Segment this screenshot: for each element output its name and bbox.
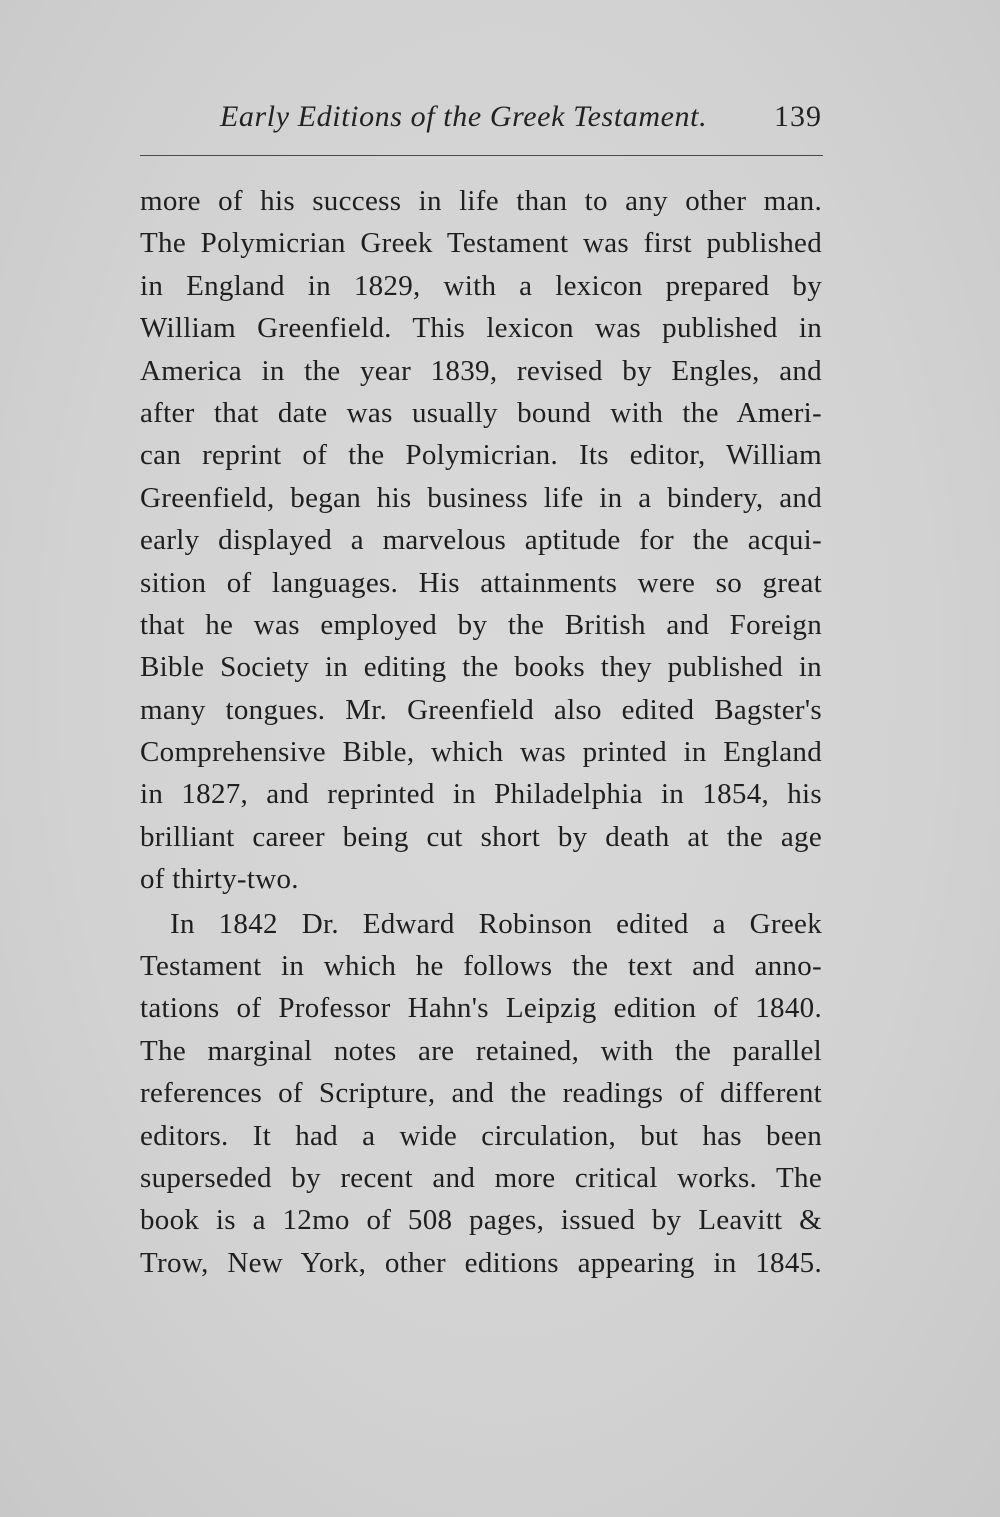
text-line: Greenfield, began his business life in a bindery, and — [140, 481, 822, 514]
header-rule — [140, 155, 823, 156]
text-line: Testament in which he follows the text and anno- — [140, 950, 822, 983]
text-line: The Polymicrian Greek Testament was first published — [140, 227, 822, 260]
running-title: Early Editions of the Greek Testament. — [220, 100, 708, 133]
text-line: book is a 12mo of 508 pages, issued by Leavitt & — [140, 1204, 822, 1237]
running-head — [140, 100, 822, 144]
text-line: can reprint of the Polymicrian. Its editor, William — [140, 439, 822, 472]
text-line: early displayed a marvelous aptitude for the acqui- — [140, 524, 822, 557]
text-line: The marginal notes are retained, with the parallel — [140, 1034, 822, 1067]
text-line: in 1827, and reprinted in Philadelphia in 1854, his — [140, 778, 822, 811]
text-line: In 1842 Dr. Edward Robinson edited a Greek — [170, 907, 822, 940]
paragraph-2 — [140, 903, 822, 1285]
text-line: America in the year 1839, revised by Engles, and — [140, 354, 822, 387]
text-line: brilliant career being cut short by death at the age — [140, 820, 822, 853]
page-number: 139 — [774, 100, 822, 133]
text-line: editors. It had a wide circulation, but has been — [140, 1119, 822, 1152]
text-line: Bible Society in editing the books they published in — [140, 651, 822, 684]
paragraph-1 — [140, 180, 822, 901]
text-line: references of Scripture, and the readings of different — [140, 1077, 822, 1110]
text-line: William Greenfield. This lexicon was published in — [140, 312, 822, 345]
text-line: sition of languages. His attainments were so great — [140, 566, 822, 599]
text-line: of thirty-two. — [140, 863, 299, 896]
text-line: in England in 1829, with a lexicon prepared by — [140, 269, 822, 302]
text-line: superseded by recent and more critical works. The — [140, 1161, 822, 1194]
text-line: after that date was usually bound with the Ameri- — [140, 396, 822, 429]
text-line: tations of Professor Hahn's Leipzig edition of 1840. — [140, 992, 822, 1025]
text-line: more of his success in life than to any other man. — [140, 185, 822, 217]
text-line: many tongues. Mr. Greenfield also edited Bagster's — [140, 693, 822, 726]
text-line: Trow, New York, other editions appearing in 1845. — [140, 1246, 822, 1279]
body-text — [140, 180, 822, 1284]
text-line: that he was employed by the British and Foreign — [140, 608, 822, 641]
text-line: Comprehensive Bible, which was printed in England — [140, 736, 822, 769]
